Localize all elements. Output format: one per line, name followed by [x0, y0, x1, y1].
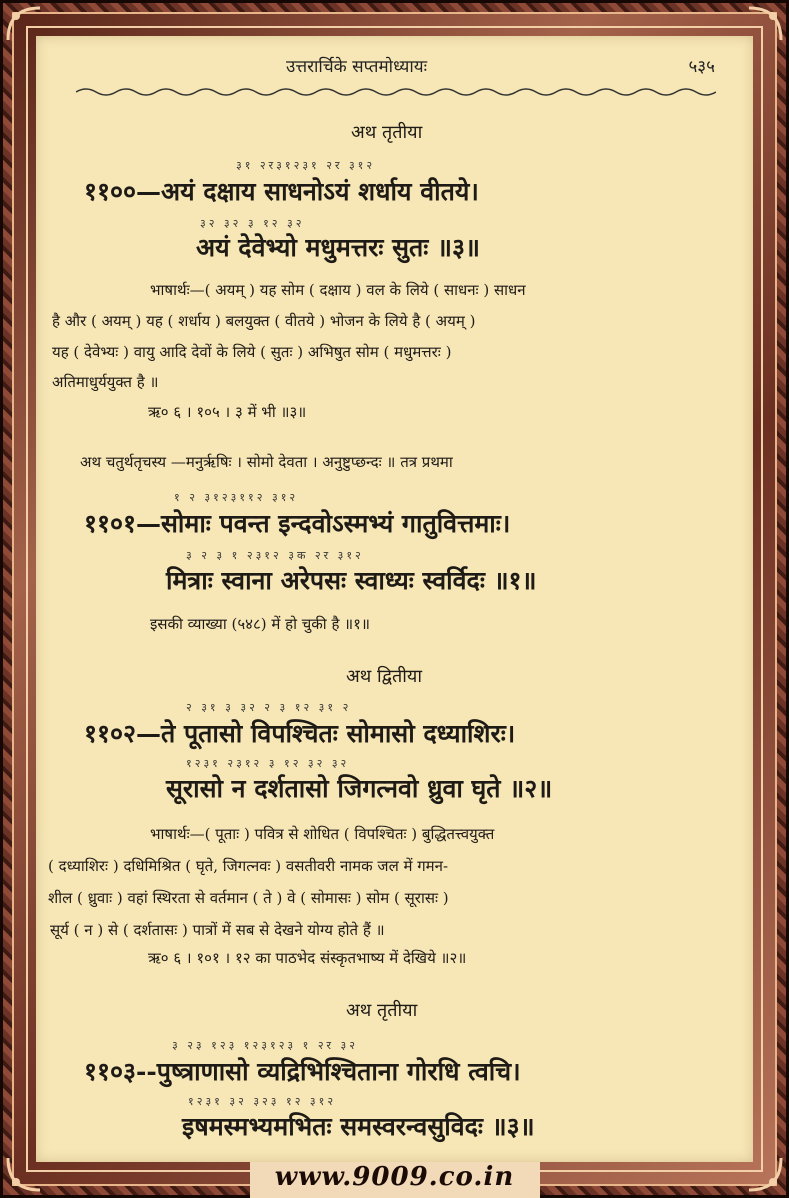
- website-watermark[interactable]: www.9009.co.in: [274, 1162, 515, 1192]
- accent-marks: १२३१ २३१२ ३ १२ ३२ ३२: [186, 757, 350, 770]
- page-header: [36, 54, 753, 78]
- verse-1100-line2: अयं देवेभ्यो मधुमत्तरः सुतः ॥३॥: [196, 233, 480, 262]
- section-heading: अथ तृतीया: [351, 122, 423, 143]
- divider-ornament-icon: [76, 86, 716, 98]
- explanation-note: इसकी व्याख्या (५४८) में हो चुकी है ॥१॥: [150, 615, 370, 633]
- accent-marks: ३ २३ १२३ १२३१२३ १ २र ३२: [172, 1039, 358, 1052]
- rigveda-reference: ऋ० ६ । १०१ । १२ का पाठभेद संस्कृतभाष्य में देखिये ॥२॥: [148, 949, 467, 967]
- section-heading: अथ द्वितीया: [346, 666, 423, 687]
- verse-1100-line1: ११००—अयं दक्षाय साधनोऽयं शर्धाय वीतये।: [84, 177, 479, 206]
- verse-1103-line1: ११०३--पुष्त्राणासो व्यद्रिभिश्चिताना गोरधि त्वचि।: [84, 1057, 521, 1086]
- bhashartha-line: यह ( देवेभ्यः ) वायु आदि देवों के लिये ( सुतः ) अभिषुत सोम ( मधुमत्तरः ): [52, 343, 452, 361]
- accent-marks: १ २ ३१२३११२ ३१२: [174, 491, 299, 504]
- accent-marks: १२३१ ३२ ३२३ १२ ३१२: [188, 1095, 337, 1108]
- page-number: ५३५: [688, 57, 715, 77]
- section-heading: अथ तृतीया: [346, 1000, 418, 1021]
- accent-marks: २ ३१ ३ ३२ २ ३ १२ ३१ २: [186, 701, 352, 714]
- verse-1101-line1: ११०१—सोमाः पवन्त इन्दवोऽस्मभ्यं गातुवित्तमाः।: [84, 509, 511, 538]
- bhashartha-line: है और ( अयम् ) यह ( शर्धाय ) बलयुक्त ( वीतये ) भोजन के लिये है ( अयम् ): [52, 312, 476, 330]
- bhashartha-line: ( दध्याशिरः ) दधिमिश्रित ( घृते, जिगत्नवः ) वसतीवरी नामक जल में गमन-: [48, 857, 449, 875]
- bhashartha-line: भाषार्थः—( अयम् ) यह सोम ( दक्षाय ) वल के लिये ( साधनः ) साधन: [150, 281, 526, 299]
- bhashartha-line: भाषार्थः—( पूताः ) पवित्र से शोधित ( विपश्चितः ) बुद्धितत्त्वयुक्त: [150, 825, 495, 843]
- verse-1103-line2: इषमस्मभ्यमभितः समस्वरन्वसुविदः ॥३॥: [182, 1112, 535, 1141]
- accent-marks: ३ २ ३ १ २३१२ ३क २र ३१२: [186, 549, 364, 562]
- bhashartha-line: अतिमाधुर्ययुक्त है ॥: [52, 373, 159, 391]
- verse-1102-line2: सूरासो न दर्शतासो जिगत्नवो ध्रुवा घृते ॥२॥: [166, 774, 553, 803]
- scripture-page: [36, 36, 753, 1162]
- accent-marks: ३२ ३२ ३ १२ ३२: [200, 217, 305, 230]
- running-title: उत्तरार्चिके सप्तमोध्यायः: [286, 57, 428, 77]
- rigveda-reference: ऋ० ६ । १०५ । ३ में भी ॥३॥: [148, 403, 307, 421]
- bhashartha-line: शील ( ध्रुवाः ) वहां स्थिरता से वर्तमान ( ते ) वे ( सोमासः ) सोम ( सूरासः ): [48, 889, 449, 907]
- trichasya-heading: अथ चतुर्थतृचस्य —मनुर्ऋषिः । सोमो देवता । अनुष्टुप्छन्दः ॥ तत्र प्रथमा: [80, 453, 453, 471]
- accent-marks: ३१ २र३१२३१ २र ३१२: [236, 159, 376, 172]
- bhashartha-line: सूर्य ( न ) से ( दर्शतासः ) पात्रों में सब से देखने योग्य होते हैं ॥: [50, 921, 385, 939]
- verse-1102-line1: ११०२—ते पूतासो विपश्चितः सोमासो दध्याशिरः।: [84, 719, 516, 748]
- verse-1101-line2: मित्राः स्वाना अरेपसः स्वाध्यः स्वर्विदः ॥१॥: [166, 566, 537, 595]
